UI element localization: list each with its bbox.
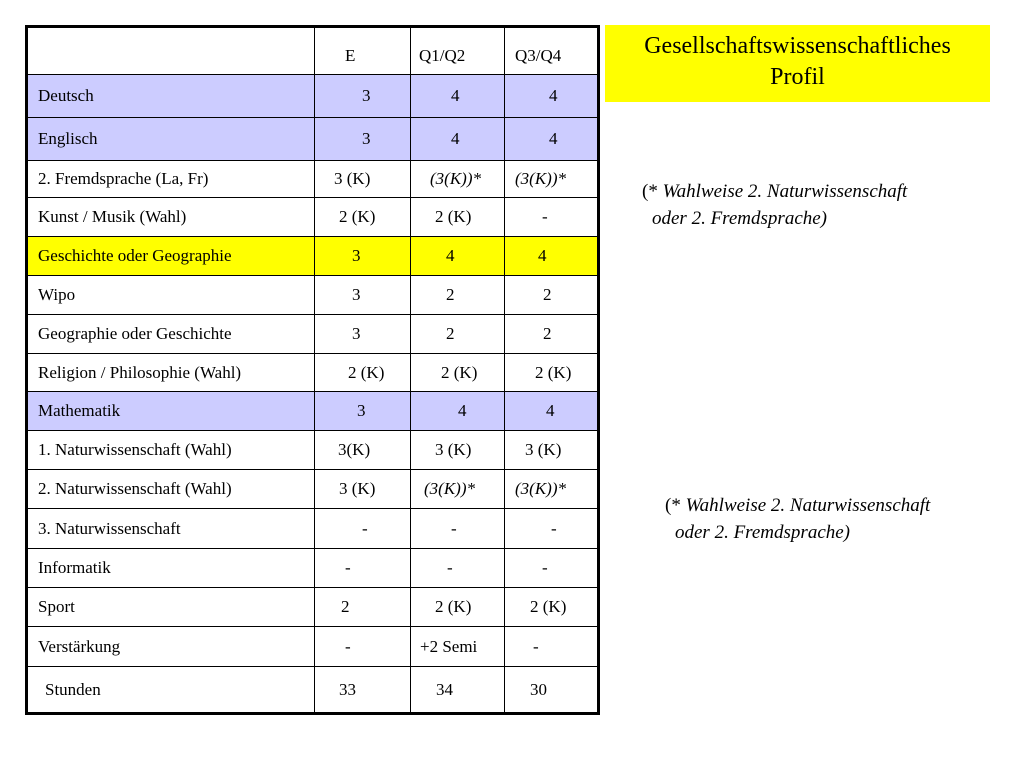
table-row: [27, 198, 599, 237]
hours-value: 2: [446, 324, 455, 343]
hours-value: 3 (K): [435, 440, 472, 459]
table-row: [27, 470, 599, 509]
hours-value: 3: [352, 324, 361, 343]
header-q1q2: Q1/Q2: [411, 27, 505, 75]
hours-value: -: [533, 636, 539, 656]
hours-value: -: [451, 518, 457, 538]
hours-value: 3 (K): [334, 169, 371, 188]
hours-value: -: [447, 558, 453, 577]
subject-cell: 1. Naturwissenschaft (Wahl): [27, 431, 315, 470]
hours-cell-e: [315, 198, 411, 237]
hours-cell-q34: [505, 470, 599, 509]
hours-value: 3: [362, 86, 371, 105]
footnote-bottom-line-2: oder 2. Fremdsprache): [675, 522, 851, 543]
subject-cell: Deutsch: [27, 75, 315, 118]
hours-value: 2 (K): [435, 207, 472, 226]
subject-cell: 3. Naturwissenschaft: [27, 509, 315, 549]
hours-cell-q12: [411, 315, 505, 354]
table-row: [27, 431, 599, 470]
table-row: [27, 161, 599, 198]
hours-value: -: [345, 558, 351, 577]
hours-value: +2 Semi: [420, 636, 478, 656]
hours-value: -: [345, 636, 351, 656]
hours-cell-q34: [505, 75, 599, 118]
hours-value: -: [362, 518, 368, 538]
table-row: [27, 237, 599, 276]
hours-value: 4: [458, 401, 467, 420]
total-value: 34: [436, 679, 453, 699]
hours-cell-q34: [505, 549, 599, 588]
table-row: [27, 392, 599, 431]
hours-cell-q34: [505, 237, 599, 276]
subject-cell: Englisch: [27, 118, 315, 161]
hours-cell-q34: [505, 431, 599, 470]
hours-cell-e: [315, 354, 411, 392]
footnote-bottom-line-1: Wahlweise 2. Naturwissenschaft: [680, 495, 931, 516]
table-row: [27, 354, 599, 392]
hours-value: 2 (K): [435, 597, 472, 616]
table-row: [27, 588, 599, 627]
hours-value: 3 (K): [339, 479, 376, 498]
profile-title-line-2: Profil: [770, 64, 825, 90]
total-row: [27, 667, 599, 714]
hours-value: (3(K))*: [430, 169, 481, 188]
subject-cell: Geschichte oder Geographie: [27, 237, 315, 276]
hours-value: 4: [451, 129, 460, 148]
total-value: 30: [530, 679, 547, 699]
hours-value: 2: [341, 597, 350, 616]
footnote-bottom-open: (*: [665, 495, 681, 516]
hours-cell-q12: [411, 549, 505, 588]
subject-cell: Verstärkung: [27, 627, 315, 667]
hours-value: 4: [549, 129, 558, 148]
hours-value: 3: [362, 129, 371, 148]
hours-value: 2: [446, 285, 455, 304]
subject-cell: Wipo: [27, 276, 315, 315]
subject-cell: Geographie oder Geschichte: [27, 315, 315, 354]
hours-value: 4: [549, 86, 558, 105]
table-row: [27, 627, 599, 667]
hours-value: -: [551, 518, 557, 538]
footnote-top: [642, 178, 907, 232]
hours-cell-q12: [411, 431, 505, 470]
table-row: [27, 315, 599, 354]
hours-cell-e: [315, 161, 411, 198]
hours-value: 2 (K): [530, 597, 567, 616]
footnote-top-line-1: Wahlweise 2. Naturwissenschaft: [657, 181, 908, 202]
hours-value: 2 (K): [535, 362, 572, 382]
hours-cell-e: [315, 315, 411, 354]
hours-value: -: [542, 207, 548, 226]
hours-value: 4: [451, 86, 460, 105]
hours-cell-e: [315, 588, 411, 627]
profile-title-line-1: Gesellschaftswissenschaftliches: [644, 33, 951, 59]
hours-cell-q12: [411, 237, 505, 276]
hours-cell-e: [315, 276, 411, 315]
footnote-bottom: [665, 492, 930, 546]
hours-cell-e: [315, 470, 411, 509]
hours-cell-q12: [411, 198, 505, 237]
hours-value: 2: [543, 285, 552, 304]
hours-value: (3(K))*: [515, 169, 566, 188]
hours-value: 4: [546, 401, 555, 420]
hours-value: (3(K))*: [424, 479, 475, 498]
hours-cell-e: [315, 392, 411, 431]
total-cell-q12: [411, 667, 505, 714]
hours-cell-q12: [411, 118, 505, 161]
footnote-top-line-2: oder 2. Fremdsprache): [652, 208, 828, 229]
total-cell-e: [315, 667, 411, 714]
hours-value: 2 (K): [441, 362, 478, 382]
hours-cell-q12: [411, 75, 505, 118]
table-row: [27, 509, 599, 549]
hours-cell-q34: [505, 392, 599, 431]
subject-cell: Sport: [27, 588, 315, 627]
hours-cell-q34: [505, 161, 599, 198]
hours-value: 3 (K): [525, 440, 562, 459]
hours-value: 4: [538, 246, 547, 265]
hours-cell-q34: [505, 354, 599, 392]
hours-value: 4: [446, 246, 455, 265]
header-q3q4: Q3/Q4: [505, 27, 599, 75]
total-label: Stunden: [27, 667, 315, 714]
footnote-top-open: (*: [642, 181, 658, 202]
hours-cell-q12: [411, 161, 505, 198]
hours-cell-e: [315, 237, 411, 276]
total-value: 33: [339, 679, 356, 699]
table-row: [27, 75, 599, 118]
hours-cell-e: [315, 509, 411, 549]
hours-cell-e: [315, 75, 411, 118]
hours-value: -: [542, 558, 548, 577]
hours-cell-q34: [505, 315, 599, 354]
hours-cell-e: [315, 549, 411, 588]
hours-cell-q34: [505, 276, 599, 315]
subject-cell: Mathematik: [27, 392, 315, 431]
hours-cell-q12: [411, 627, 505, 667]
hours-cell-q12: [411, 509, 505, 549]
subject-cell: Informatik: [27, 549, 315, 588]
header-corner-cell: [27, 27, 315, 75]
hours-value: 3: [352, 246, 361, 265]
hours-cell-q12: [411, 354, 505, 392]
hours-cell-e: [315, 118, 411, 161]
hours-value: 2 (K): [348, 362, 385, 382]
subject-cell: Kunst / Musik (Wahl): [27, 198, 315, 237]
hours-cell-q34: [505, 198, 599, 237]
hours-value: 2: [543, 324, 552, 343]
header-e: E: [315, 27, 411, 75]
hours-cell-q12: [411, 588, 505, 627]
subject-cell: 2. Naturwissenschaft (Wahl): [27, 470, 315, 509]
hours-cell-q12: [411, 470, 505, 509]
hours-cell-q34: [505, 509, 599, 549]
profile-title-box: [605, 25, 990, 102]
subject-hours-table: [25, 25, 600, 715]
hours-cell-e: [315, 431, 411, 470]
hours-cell-e: [315, 627, 411, 667]
hours-value: 3: [357, 401, 366, 420]
hours-value: (3(K))*: [515, 479, 566, 498]
hours-cell-q12: [411, 392, 505, 431]
hours-value: 3: [352, 285, 361, 304]
hours-cell-q12: [411, 276, 505, 315]
table-row: [27, 549, 599, 588]
header-row: [27, 27, 599, 75]
hours-cell-q34: [505, 627, 599, 667]
hours-cell-q34: [505, 118, 599, 161]
hours-value: 2 (K): [339, 207, 376, 226]
table-row: [27, 276, 599, 315]
subject-cell: 2. Fremdsprache (La, Fr): [27, 161, 315, 198]
total-cell-q34: [505, 667, 599, 714]
subject-cell: Religion / Philosophie (Wahl): [27, 354, 315, 392]
table-row: [27, 118, 599, 161]
hours-value: 3(K): [338, 440, 371, 459]
hours-cell-q34: [505, 588, 599, 627]
